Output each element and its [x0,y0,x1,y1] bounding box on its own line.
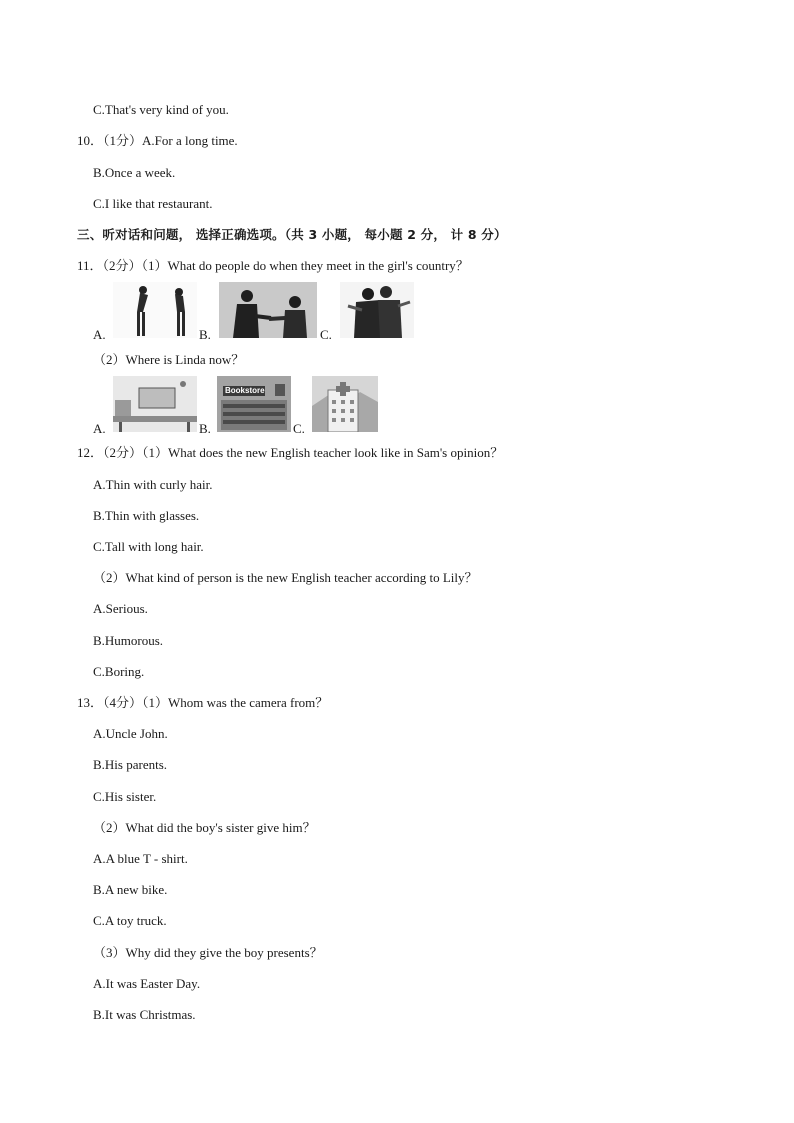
hug-image [340,282,414,338]
q12-sub2-option-c: C.Boring. [93,664,145,679]
q11-sub2: （2）Where is Linda now？ [93,352,245,367]
q12-sub2-option-a: A.Serious. [93,601,148,616]
q12-option-c: C.Tall with long hair. [93,539,204,554]
q13-option-c: C.His sister. [93,789,157,804]
q11-2-label-c: C. [293,421,305,436]
q13-stem: 13．（4分）（1）Whom was the camera from？ [77,695,329,710]
q13-option-a: A.Uncle John. [93,726,168,741]
q10-option-c: C.I like that restaurant. [93,196,213,211]
q13-sub2-option-a: A.A blue T - shirt. [93,851,188,866]
q12-option-b: B.Thin with glasses. [93,508,200,523]
hospital-image [312,376,378,432]
q11-2-label-b: B. [199,421,211,436]
q11-1-label-c: C. [320,327,332,342]
q10-stem: 10．（1分）A.For a long time. [77,133,238,148]
q9-option-c: C.That's very kind of you. [93,102,229,117]
handshake-image [219,282,317,338]
q13-sub3: （3）Why did they give the boy presents？ [93,945,323,960]
bookstore-sign: Bookstore [225,386,265,395]
q12-option-a: A.Thin with curly hair. [93,477,213,492]
bowing-people-image [113,282,197,338]
classroom-image [113,376,197,432]
bookstore-image [217,376,291,432]
q13-sub3-option-a: A.It was Easter Day. [93,976,201,991]
q11-1-label-a: A. [93,327,106,342]
q12-stem: 12．（2分）（1）What does the new English teacher look like in Sam's opinion？ [77,445,504,460]
q12-sub2-option-b: B.Humorous. [93,633,164,648]
q13-sub2-option-c: C.A toy truck. [93,913,167,928]
section-heading: 三、听对话和问题， 选择正确选项。（共 3 小题， 每小题 2 分， 计 8 分） [77,227,507,242]
q13-sub2-option-b: B.A new bike. [93,882,168,897]
q13-sub3-option-b: B.It was Christmas. [93,1007,196,1022]
q13-option-b: B.His parents. [93,757,168,772]
q10-option-b: B.Once a week. [93,165,176,180]
q11-1-label-b: B. [199,327,211,342]
q11-stem: 11．（2分）（1）What do people do when they meet in the girl's country？ [77,258,469,273]
q13-sub2: （2）What did the boy's sister give him？ [93,820,316,835]
q11-2-label-a: A. [93,421,106,436]
q12-sub2: （2）What kind of person is the new English teacher according to Lily？ [93,570,478,585]
